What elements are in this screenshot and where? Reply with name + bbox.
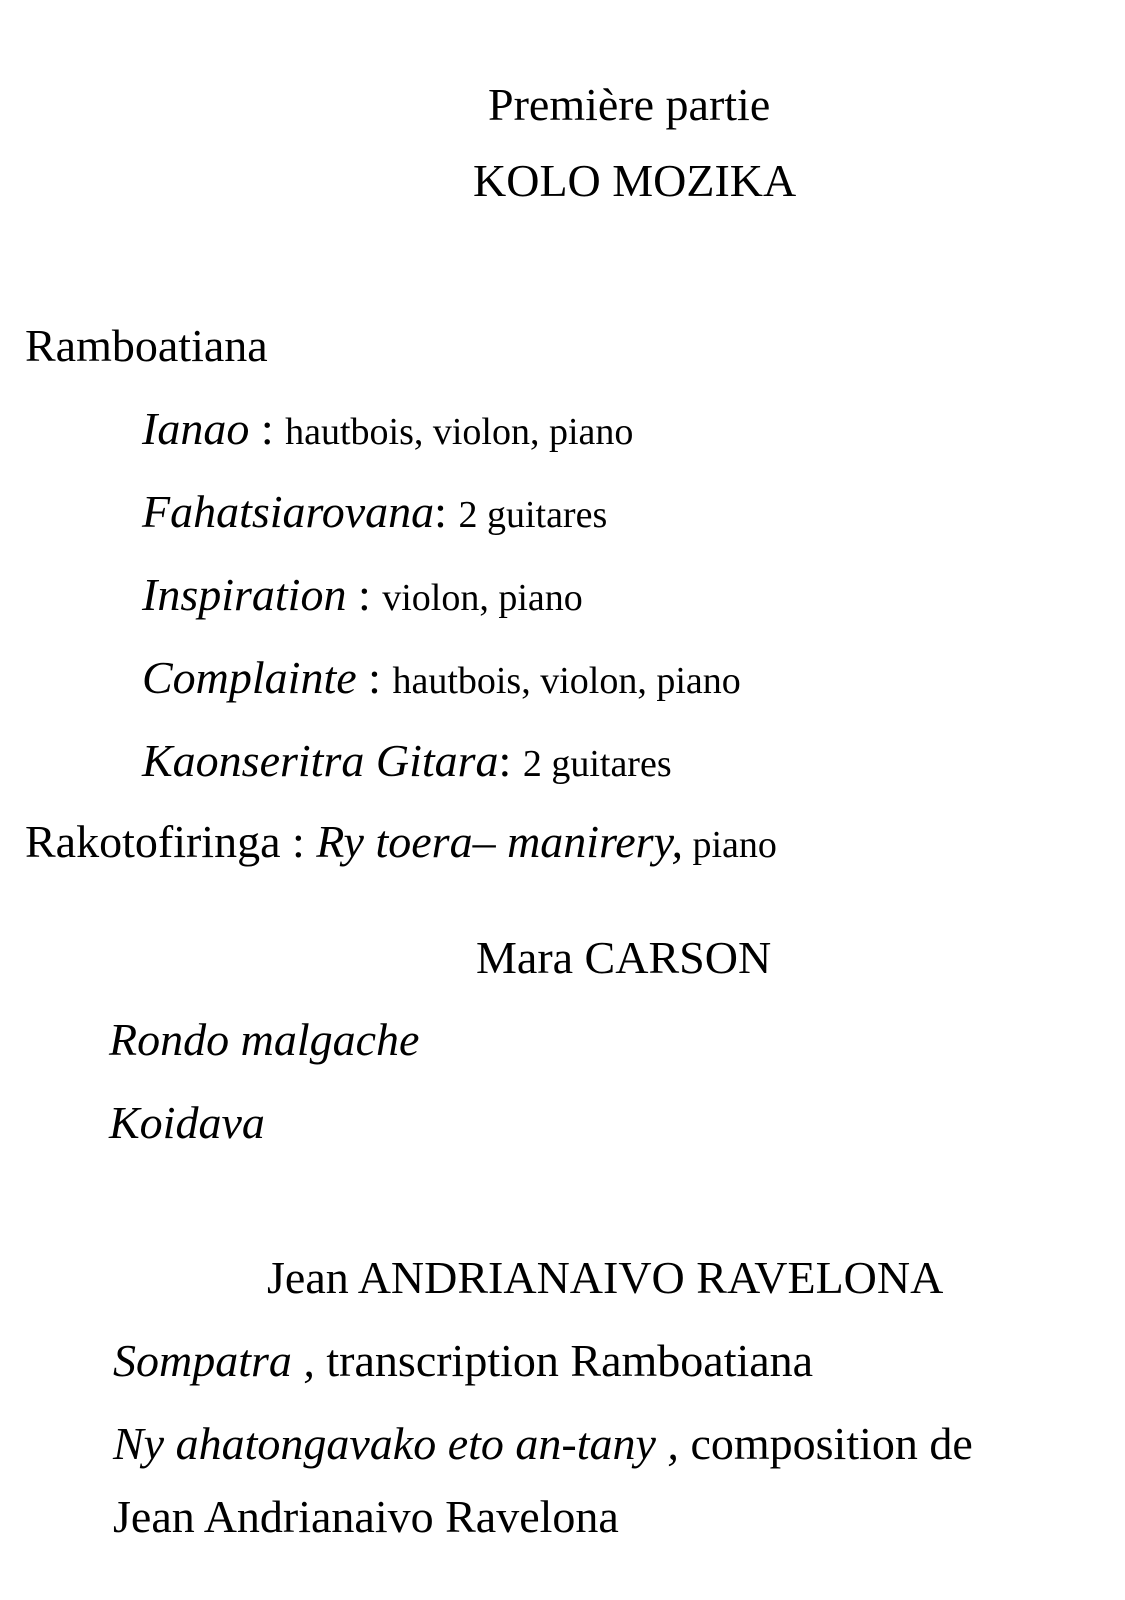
work-item xyxy=(113,1335,814,1386)
work-title: Ianao xyxy=(142,403,250,454)
work-item xyxy=(113,1418,973,1469)
rakotofiringa-line xyxy=(25,816,777,867)
work-instruments: violon, piano xyxy=(382,577,583,619)
work-item xyxy=(142,652,741,703)
composer-ravelona: Jean ANDRIANAIVO RAVELONA xyxy=(267,1252,944,1303)
composer-ramboatiana: Ramboatiana xyxy=(25,320,268,371)
work-instruments: hautbois, violon, piano xyxy=(392,660,741,702)
work-instruments: 2 guitares xyxy=(522,743,672,785)
work-title: Ry toera– manirery, xyxy=(316,816,683,867)
work-title: Sompatra , xyxy=(113,1335,315,1386)
composer-carson: Mara CARSON xyxy=(476,932,772,983)
work-item xyxy=(109,1014,420,1065)
part-heading: Première partie xyxy=(488,79,771,130)
work-title: Rondo malgache xyxy=(109,1014,420,1065)
composer-rakotofiringa: Rakotofiringa : xyxy=(25,816,317,867)
work-separator: : xyxy=(498,735,523,786)
work-separator: : xyxy=(434,486,459,537)
work-title: Ny ahatongavako eto an-tany , xyxy=(113,1418,679,1469)
work-item xyxy=(142,569,583,620)
work-instruments: hautbois, violon, piano xyxy=(285,411,634,453)
work-item xyxy=(109,1097,265,1148)
ensemble-name: KOLO MOZIKA xyxy=(473,155,797,206)
work-note: transcription Ramboatiana xyxy=(314,1335,814,1386)
work-title: Complainte xyxy=(142,652,357,703)
work-separator: : xyxy=(356,652,393,703)
work-title: Inspiration xyxy=(142,569,347,620)
work-item xyxy=(142,403,634,454)
work-note-continuation: Jean Andrianaivo Ravelona xyxy=(113,1491,619,1542)
work-title: Fahatsiarovana xyxy=(142,486,435,537)
work-instruments: piano xyxy=(682,824,777,866)
work-instruments: 2 guitares xyxy=(458,494,608,536)
work-title: Koidava xyxy=(109,1097,265,1148)
work-item xyxy=(142,486,608,537)
work-separator: : xyxy=(249,403,286,454)
work-separator: : xyxy=(346,569,383,620)
work-title: Kaonseritra Gitara xyxy=(142,735,499,786)
work-note: composition de xyxy=(678,1418,973,1469)
work-item xyxy=(142,735,672,786)
